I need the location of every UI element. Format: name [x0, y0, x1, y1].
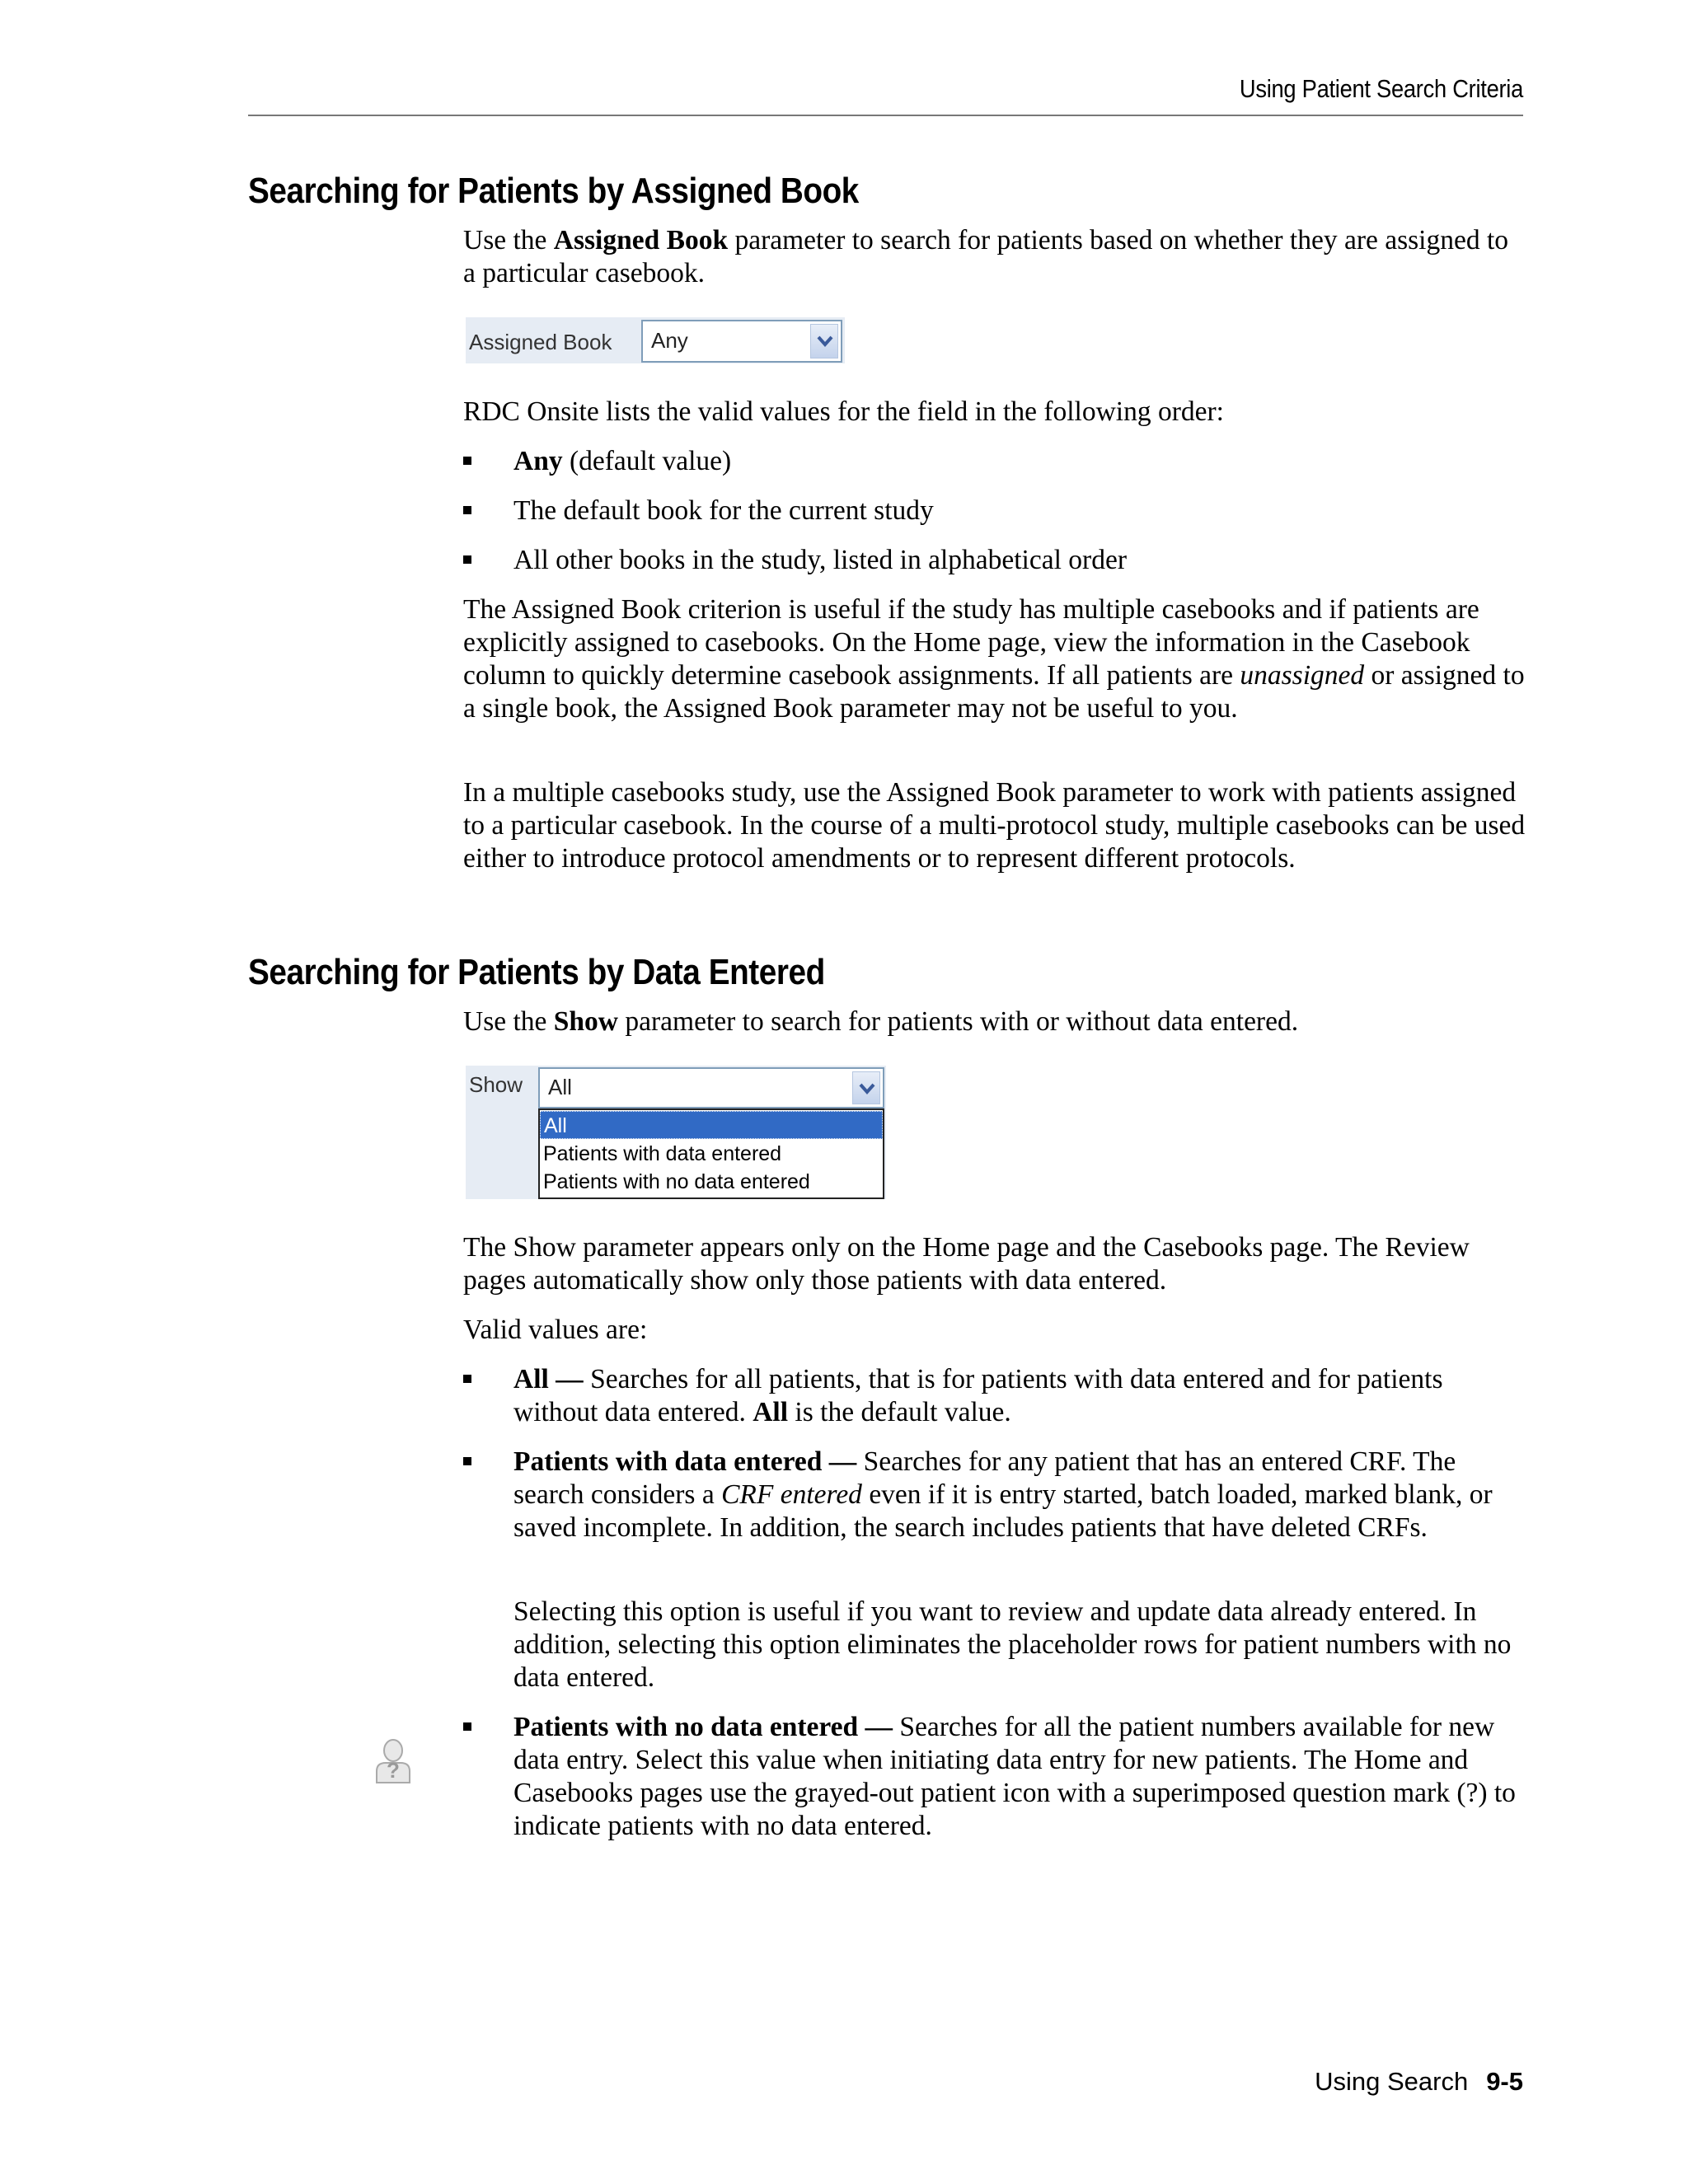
- multiple-casebooks-paragraph: In a multiple casebooks study, use the Assigned Book parameter to work with patients assigned to a particular casebook. In the course of a multi-protocol study, multiple casebooks can be used either to introduce protocol amendments or to represent different protocols.: [463, 777, 1526, 874]
- assigned-book-label: Assigned Book: [469, 330, 612, 354]
- running-header: Using Patient Search Criteria: [1239, 74, 1523, 103]
- show-widget: [466, 1066, 886, 1199]
- patient-no-data-icon: [373, 1736, 414, 1784]
- selecting-option-paragraph: Selecting this option is useful if you want to review and update data already entered. In addition, selecting this option eliminates the placeholder rows for patient numbers with no data entered.: [513, 1596, 1512, 1693]
- assigned-book-widget: [466, 317, 845, 363]
- svg-text:?: ?: [387, 1758, 400, 1783]
- show-parameter-paragraph: The Show parameter appears only on the Home page and the Casebooks page. The Review pages automatically show only those patients with data entered.: [463, 1232, 1470, 1296]
- section-heading-data-entered: Searching for Patients by Data Entered: [248, 952, 825, 992]
- show-option-no-data[interactable]: Patients with no data entered: [543, 1170, 810, 1193]
- valid-values-order-text: RDC Onsite lists the valid values for the field in the following order:: [463, 396, 1224, 427]
- footer-chapter: Using Search: [1315, 2067, 1469, 2096]
- bullet-icon: [463, 506, 471, 514]
- show-dropdown-list: [538, 1108, 884, 1199]
- page-number: 9-5: [1486, 2067, 1523, 2096]
- header-rule: [248, 115, 1523, 116]
- show-option-with-data[interactable]: Patients with data entered: [543, 1142, 782, 1165]
- show-intro: Use the Show parameter to search for patients with or without data entered.: [463, 1006, 1299, 1037]
- assigned-book-select[interactable]: [641, 320, 842, 363]
- assigned-book-criterion-paragraph: The Assigned Book criterion is useful if the study has multiple casebooks and if patients are explicitly assigned to casebooks. On the Home page, view the information in the Casebook column to quickly determine casebook assignments. If all patients are unassigned or assigned to a single book, the Assigned Book parameter may not be useful to you.: [463, 594, 1525, 724]
- bullet-icon: [463, 1457, 471, 1465]
- valid-values-label: Valid values are:: [463, 1315, 648, 1345]
- assigned-book-intro: Use the Assigned Book parameter to search for patients based on whether they are assigned to a particular casebook.: [463, 225, 1509, 288]
- bullet-icon: [463, 1722, 471, 1731]
- show-option-all[interactable]: All: [540, 1111, 883, 1139]
- chevron-down-icon[interactable]: [810, 324, 838, 359]
- assigned-book-value: Any: [651, 328, 688, 353]
- show-value: All: [548, 1075, 572, 1099]
- bullet-icon: [463, 555, 471, 564]
- section-heading-assigned-book: Searching for Patients by Assigned Book: [248, 171, 859, 211]
- bullet-icon: [463, 457, 471, 465]
- bullet-icon: [463, 1375, 471, 1383]
- page-footer: [1071, 2067, 1523, 2097]
- show-select[interactable]: [538, 1067, 884, 1108]
- chevron-down-icon[interactable]: [852, 1071, 880, 1104]
- show-label: Show: [469, 1072, 523, 1097]
